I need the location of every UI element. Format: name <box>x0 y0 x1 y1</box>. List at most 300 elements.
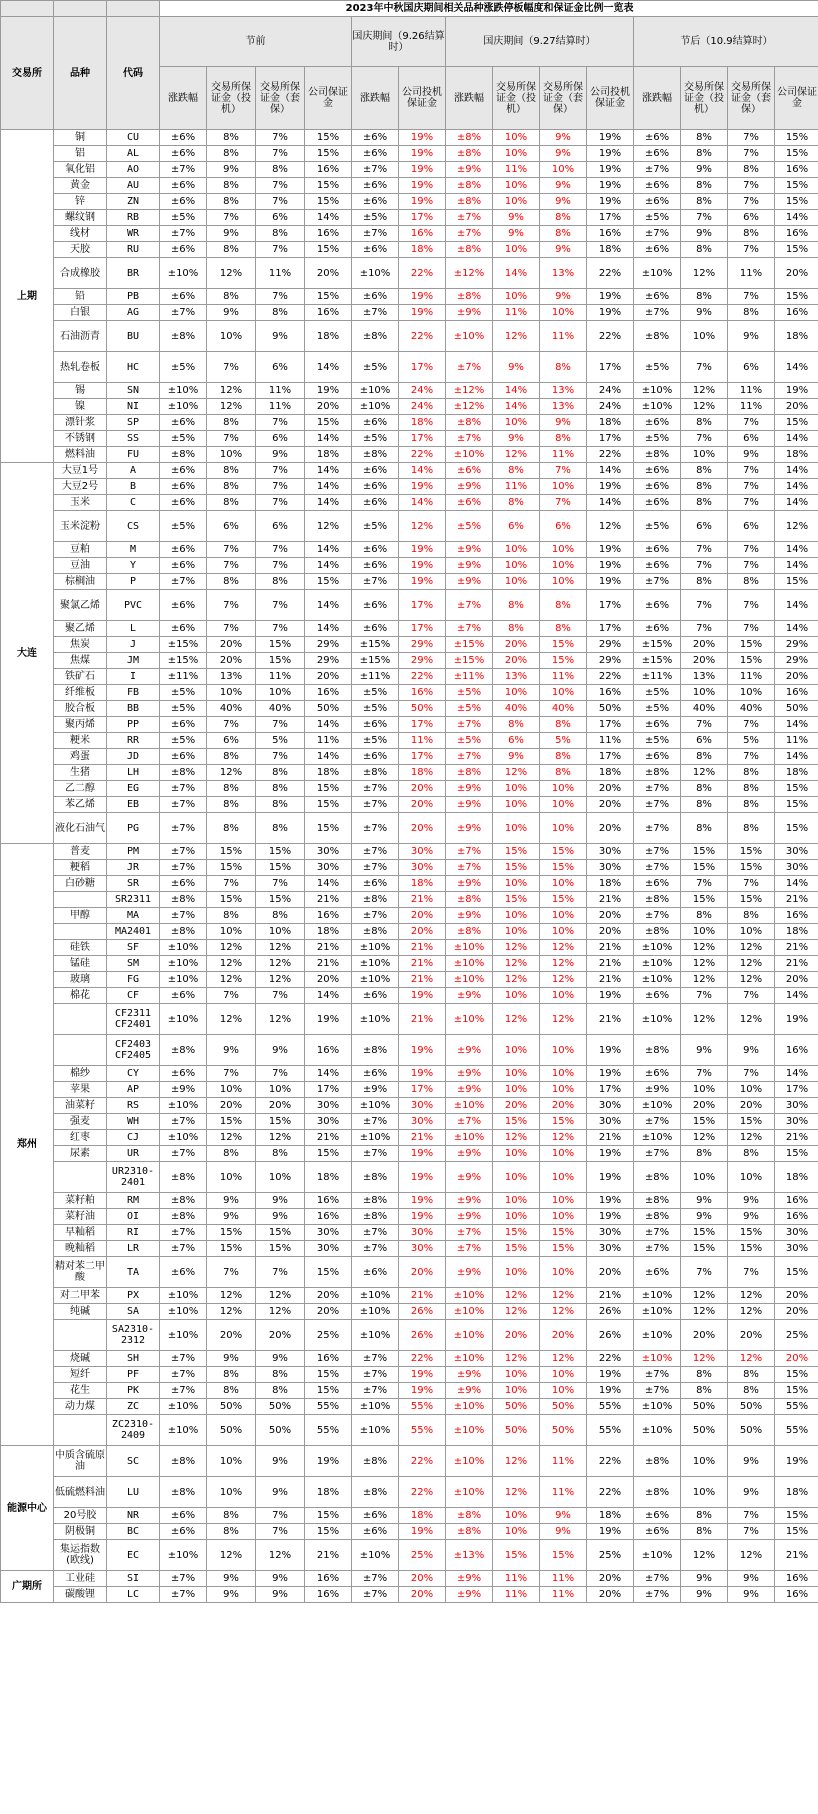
cell-value: 24% <box>587 399 634 415</box>
table-row <box>1 431 818 447</box>
cell-value: 40% <box>207 701 256 717</box>
cell-value: 20% <box>399 1571 446 1587</box>
cell-value: 21% <box>775 940 818 956</box>
cell-value: 17% <box>587 717 634 733</box>
cell-value: ±8% <box>446 924 493 940</box>
cell-value: 20% <box>399 781 446 797</box>
cell-value: 10% <box>728 1162 775 1193</box>
cell-value: 8% <box>493 463 540 479</box>
cell-value: 14% <box>305 558 352 574</box>
cell-value: ±13% <box>446 1540 493 1571</box>
exchange-label: 广期所 <box>1 1571 54 1603</box>
variety-name: 粳米 <box>54 733 107 749</box>
variety-code: LR <box>107 1241 160 1257</box>
cell-value: 10% <box>681 1477 728 1508</box>
cell-value: 9% <box>540 242 587 258</box>
cell-value: 10% <box>540 924 587 940</box>
cell-value: 8% <box>207 749 256 765</box>
cell-value: 5% <box>728 733 775 749</box>
variety-name: 漂针浆 <box>54 415 107 431</box>
cell-value: ±12% <box>446 258 493 289</box>
cell-value: ±9% <box>446 908 493 924</box>
header-period-pre: 节前 <box>160 17 352 67</box>
cell-value: 16% <box>399 685 446 701</box>
cell-value: ±6% <box>352 289 399 305</box>
cell-value: 20% <box>305 1288 352 1304</box>
variety-code: CU <box>107 130 160 146</box>
cell-value: 55% <box>305 1399 352 1415</box>
cell-value: 6% <box>207 733 256 749</box>
variety-code: LC <box>107 1587 160 1603</box>
cell-value: ±7% <box>352 574 399 590</box>
cell-value: ±7% <box>446 210 493 226</box>
cell-value: 17% <box>399 1082 446 1098</box>
cell-value: 9% <box>256 1193 305 1209</box>
cell-value: 55% <box>775 1399 818 1415</box>
cell-value: 7% <box>681 876 728 892</box>
variety-name: 热轧卷板 <box>54 352 107 383</box>
cell-value: 6% <box>207 511 256 542</box>
variety-name: 强麦 <box>54 1114 107 1130</box>
variety-name <box>54 924 107 940</box>
cell-value: 12% <box>493 765 540 781</box>
cell-value: 9% <box>207 1193 256 1209</box>
variety-name: 花生 <box>54 1383 107 1399</box>
cell-value: 12% <box>256 940 305 956</box>
cell-value: ±9% <box>446 1066 493 1082</box>
variety-code: BU <box>107 321 160 352</box>
table-row <box>1 860 818 876</box>
variety-name: 中质含硫原油 <box>54 1446 107 1477</box>
cell-value: 12% <box>207 1288 256 1304</box>
cell-value: 18% <box>399 242 446 258</box>
cell-value: 15% <box>256 637 305 653</box>
cell-value: 18% <box>587 242 634 258</box>
cell-value: 22% <box>587 1446 634 1477</box>
variety-code: CF2311 CF2401 <box>107 1004 160 1035</box>
cell-value: 12% <box>207 399 256 415</box>
cell-value: 12% <box>207 383 256 399</box>
cell-value: 16% <box>775 1193 818 1209</box>
cell-value: ±5% <box>634 733 681 749</box>
cell-value: 14% <box>305 717 352 733</box>
cell-value: 19% <box>399 1035 446 1066</box>
cell-value: 7% <box>256 590 305 621</box>
cell-value: 9% <box>256 1587 305 1603</box>
cell-value: 12% <box>728 1004 775 1035</box>
cell-value: 50% <box>305 701 352 717</box>
table-row <box>1 383 818 399</box>
cell-value: ±7% <box>634 844 681 860</box>
cell-value: 15% <box>305 813 352 844</box>
cell-value: 8% <box>681 1367 728 1383</box>
cell-value: 10% <box>493 1209 540 1225</box>
variety-name: 乙二醇 <box>54 781 107 797</box>
cell-value: 7% <box>256 178 305 194</box>
cell-value: 6% <box>493 511 540 542</box>
cell-value: 15% <box>256 860 305 876</box>
cell-value: 18% <box>399 415 446 431</box>
cell-value: 14% <box>775 876 818 892</box>
cell-value: 9% <box>540 146 587 162</box>
cell-value: 15% <box>256 892 305 908</box>
cell-value: 20% <box>256 1320 305 1351</box>
cell-value: 15% <box>305 242 352 258</box>
cell-value: 6% <box>256 352 305 383</box>
cell-value: 6% <box>493 733 540 749</box>
cell-value: 15% <box>493 1225 540 1241</box>
cell-value: 30% <box>399 860 446 876</box>
cell-value: 16% <box>775 908 818 924</box>
cell-value: ±9% <box>446 797 493 813</box>
cell-value: 10% <box>493 194 540 210</box>
cell-value: 7% <box>728 1257 775 1288</box>
variety-name: 大豆1号 <box>54 463 107 479</box>
cell-value: 30% <box>399 1241 446 1257</box>
variety-name <box>54 1004 107 1035</box>
cell-value: ±5% <box>352 685 399 701</box>
cell-value: 12% <box>207 956 256 972</box>
cell-value: ±15% <box>160 637 207 653</box>
cell-value: 8% <box>540 749 587 765</box>
cell-value: 15% <box>681 1114 728 1130</box>
cell-value: 9% <box>681 1193 728 1209</box>
cell-value: 10% <box>681 924 728 940</box>
cell-value: 15% <box>256 1225 305 1241</box>
cell-value: 19% <box>587 988 634 1004</box>
cell-value: 8% <box>256 1367 305 1383</box>
cell-value: 15% <box>256 1241 305 1257</box>
variety-name: 集运指数(欧线) <box>54 1540 107 1571</box>
cell-value: 8% <box>681 749 728 765</box>
cell-value: ±10% <box>446 1399 493 1415</box>
cell-value: 20% <box>775 972 818 988</box>
cell-value: 25% <box>399 1540 446 1571</box>
cell-value: 30% <box>587 1225 634 1241</box>
cell-value: ±6% <box>160 749 207 765</box>
cell-value: 7% <box>728 1508 775 1524</box>
cell-value: ±7% <box>352 1225 399 1241</box>
cell-value: 20% <box>681 653 728 669</box>
cell-value: 50% <box>540 1399 587 1415</box>
cell-value: 20% <box>681 1320 728 1351</box>
cell-value: 7% <box>256 194 305 210</box>
cell-value: ±10% <box>634 1320 681 1351</box>
cell-value: 9% <box>681 305 728 321</box>
cell-value: 13% <box>540 383 587 399</box>
cell-value: ±6% <box>352 1066 399 1082</box>
table-row <box>1 1587 818 1603</box>
cell-value: 7% <box>728 1066 775 1082</box>
subheader-limit: 涨跌幅 <box>160 67 207 130</box>
subheader-company2: 公司投机保证金 <box>587 67 634 130</box>
cell-value: 19% <box>399 1066 446 1082</box>
cell-value: 9% <box>681 1571 728 1587</box>
cell-value: ±10% <box>160 1399 207 1415</box>
cell-value: 10% <box>681 1162 728 1193</box>
cell-value: ±10% <box>446 1415 493 1446</box>
cell-value: ±10% <box>446 972 493 988</box>
cell-value: 7% <box>728 1524 775 1540</box>
cell-value: ±15% <box>446 637 493 653</box>
cell-value: 40% <box>493 701 540 717</box>
variety-name: 动力煤 <box>54 1399 107 1415</box>
cell-value: ±5% <box>160 733 207 749</box>
cell-value: 15% <box>493 892 540 908</box>
cell-value: 10% <box>493 1524 540 1540</box>
variety-code: J <box>107 637 160 653</box>
cell-value: 8% <box>207 574 256 590</box>
table-row <box>1 1193 818 1209</box>
cell-value: 24% <box>399 383 446 399</box>
variety-name: 纯碱 <box>54 1304 107 1320</box>
variety-code: Y <box>107 558 160 574</box>
cell-value: 15% <box>305 415 352 431</box>
cell-value: ±5% <box>446 511 493 542</box>
cell-value: 7% <box>207 621 256 637</box>
cell-value: 30% <box>305 1098 352 1114</box>
cell-value: ±8% <box>352 447 399 463</box>
cell-value: 7% <box>207 431 256 447</box>
cell-value: 9% <box>681 162 728 178</box>
cell-value: 11% <box>305 733 352 749</box>
cell-value: 15% <box>540 1114 587 1130</box>
cell-value: 10% <box>493 1162 540 1193</box>
cell-value: 18% <box>775 1162 818 1193</box>
cell-value: 10% <box>540 797 587 813</box>
cell-value: ±8% <box>352 1035 399 1066</box>
cell-value: ±8% <box>634 1209 681 1225</box>
cell-value: ±6% <box>160 876 207 892</box>
cell-value: ±7% <box>352 797 399 813</box>
variety-code: C <box>107 495 160 511</box>
cell-value: 40% <box>728 701 775 717</box>
table-row <box>1 463 818 479</box>
cell-value: ±6% <box>634 1257 681 1288</box>
cell-value: ±6% <box>160 542 207 558</box>
variety-name <box>54 1162 107 1193</box>
cell-value: 20% <box>587 781 634 797</box>
cell-value: ±7% <box>352 1351 399 1367</box>
cell-value: 10% <box>256 685 305 701</box>
cell-value: 7% <box>681 352 728 383</box>
cell-value: ±10% <box>352 956 399 972</box>
cell-value: 10% <box>493 1257 540 1288</box>
cell-value: 8% <box>207 1146 256 1162</box>
cell-value: 18% <box>775 321 818 352</box>
cell-value: 20% <box>399 797 446 813</box>
cell-value: 14% <box>305 621 352 637</box>
cell-value: 9% <box>207 162 256 178</box>
subheader-spec: 交易所保证金（投机） <box>681 67 728 130</box>
cell-value: 9% <box>540 1508 587 1524</box>
table-row <box>1 1399 818 1415</box>
cell-value: ±11% <box>446 669 493 685</box>
cell-value: 12% <box>399 511 446 542</box>
cell-value: 12% <box>493 1351 540 1367</box>
cell-value: ±9% <box>446 1571 493 1587</box>
variety-code: PX <box>107 1288 160 1304</box>
cell-value: ±8% <box>352 924 399 940</box>
cell-value: ±7% <box>352 781 399 797</box>
cell-value: 12% <box>540 956 587 972</box>
cell-value: 11% <box>493 479 540 495</box>
cell-value: ±10% <box>352 1399 399 1415</box>
cell-value: 15% <box>681 1225 728 1241</box>
cell-value: ±8% <box>446 892 493 908</box>
cell-value: ±8% <box>634 1446 681 1477</box>
header-period-0927: 国庆期间（9.27结算时） <box>446 17 634 67</box>
cell-value: ±10% <box>160 1304 207 1320</box>
cell-value: ±8% <box>634 765 681 781</box>
cell-value: 40% <box>256 701 305 717</box>
cell-value: 15% <box>207 1114 256 1130</box>
cell-value: 16% <box>775 1035 818 1066</box>
cell-value: 14% <box>775 749 818 765</box>
cell-value: 12% <box>540 1304 587 1320</box>
cell-value: 50% <box>587 701 634 717</box>
cell-value: ±10% <box>352 1304 399 1320</box>
cell-value: 7% <box>207 210 256 226</box>
cell-value: 8% <box>207 463 256 479</box>
cell-value: 18% <box>305 321 352 352</box>
table-row <box>1 1351 818 1367</box>
cell-value: ±6% <box>634 988 681 1004</box>
cell-value: ±10% <box>446 1130 493 1146</box>
variety-name: 晚籼稻 <box>54 1241 107 1257</box>
cell-value: 8% <box>207 1383 256 1399</box>
cell-value: ±6% <box>352 1524 399 1540</box>
cell-value: 11% <box>493 162 540 178</box>
variety-name: 低硫燃料油 <box>54 1477 107 1508</box>
cell-value: 10% <box>540 1162 587 1193</box>
cell-value: 7% <box>728 130 775 146</box>
subheader-company: 公司保证金 <box>305 67 352 130</box>
cell-value: ±5% <box>160 685 207 701</box>
cell-value: 8% <box>256 765 305 781</box>
cell-value: 18% <box>399 1508 446 1524</box>
variety-code: CF <box>107 988 160 1004</box>
table-row <box>1 1241 818 1257</box>
cell-value: 14% <box>493 399 540 415</box>
cell-value: ±7% <box>634 1383 681 1399</box>
cell-value: 15% <box>256 653 305 669</box>
cell-value: 7% <box>728 542 775 558</box>
cell-value: ±8% <box>634 1477 681 1508</box>
cell-value: 10% <box>256 1082 305 1098</box>
cell-value: 15% <box>775 1146 818 1162</box>
cell-value: 14% <box>775 463 818 479</box>
cell-value: ±5% <box>634 210 681 226</box>
cell-value: ±9% <box>446 988 493 1004</box>
table-row <box>1 1162 818 1193</box>
subheader-limit: 涨跌幅 <box>446 67 493 130</box>
cell-value: 21% <box>775 1540 818 1571</box>
cell-value: 21% <box>399 1004 446 1035</box>
cell-value: 16% <box>305 226 352 242</box>
cell-value: ±8% <box>634 447 681 463</box>
cell-value: 9% <box>207 1035 256 1066</box>
table-row <box>1 844 818 860</box>
variety-code: CS <box>107 511 160 542</box>
cell-value: 7% <box>256 130 305 146</box>
variety-name: 甲醇 <box>54 908 107 924</box>
table-row <box>1 892 818 908</box>
table-row <box>1 162 818 178</box>
variety-name: 玻璃 <box>54 972 107 988</box>
cell-value: 20% <box>207 653 256 669</box>
cell-value: 19% <box>305 1004 352 1035</box>
cell-value: 15% <box>728 892 775 908</box>
cell-value: 6% <box>256 511 305 542</box>
cell-value: 19% <box>399 1367 446 1383</box>
cell-value: 19% <box>399 1146 446 1162</box>
cell-value: ±8% <box>634 1193 681 1209</box>
cell-value: 20% <box>587 1571 634 1587</box>
cell-value: 14% <box>775 621 818 637</box>
cell-value: 15% <box>540 1241 587 1257</box>
cell-value: 10% <box>493 242 540 258</box>
cell-value: 7% <box>728 590 775 621</box>
cell-value: 22% <box>587 258 634 289</box>
cell-value: ±6% <box>160 495 207 511</box>
cell-value: 15% <box>728 860 775 876</box>
cell-value: 9% <box>728 1446 775 1477</box>
cell-value: 19% <box>399 146 446 162</box>
cell-value: 15% <box>305 781 352 797</box>
cell-value: 19% <box>399 1524 446 1540</box>
cell-value: 15% <box>493 1114 540 1130</box>
cell-value: 15% <box>775 130 818 146</box>
cell-value: 50% <box>728 1415 775 1446</box>
cell-value: 26% <box>587 1304 634 1320</box>
cell-value: 12% <box>207 765 256 781</box>
cell-value: ±7% <box>634 860 681 876</box>
cell-value: ±10% <box>160 940 207 956</box>
cell-value: 16% <box>775 1571 818 1587</box>
cell-value: 14% <box>305 1066 352 1082</box>
cell-value: 50% <box>256 1399 305 1415</box>
cell-value: ±6% <box>160 415 207 431</box>
cell-value: 30% <box>399 844 446 860</box>
cell-value: 10% <box>540 558 587 574</box>
cell-value: ±6% <box>160 1066 207 1082</box>
cell-value: 10% <box>493 1035 540 1066</box>
cell-value: ±7% <box>160 781 207 797</box>
cell-value: ±5% <box>160 431 207 447</box>
cell-value: ±6% <box>352 495 399 511</box>
cell-value: 12% <box>681 258 728 289</box>
cell-value: ±10% <box>352 399 399 415</box>
cell-value: ±7% <box>446 226 493 242</box>
cell-value: ±8% <box>634 1162 681 1193</box>
cell-value: ±9% <box>446 1162 493 1193</box>
cell-value: 14% <box>587 495 634 511</box>
cell-value: ±8% <box>160 447 207 463</box>
cell-value: 7% <box>681 542 728 558</box>
variety-name: 石油沥青 <box>54 321 107 352</box>
cell-value: 16% <box>775 685 818 701</box>
cell-value: 15% <box>305 574 352 590</box>
cell-value: 7% <box>681 1257 728 1288</box>
cell-value: ±7% <box>160 1351 207 1367</box>
cell-value: 8% <box>681 495 728 511</box>
cell-value: 10% <box>540 988 587 1004</box>
exchange-label: 郑州 <box>1 844 54 1446</box>
cell-value: ±9% <box>352 1082 399 1098</box>
cell-value: 15% <box>256 844 305 860</box>
cell-value: 10% <box>540 1066 587 1082</box>
